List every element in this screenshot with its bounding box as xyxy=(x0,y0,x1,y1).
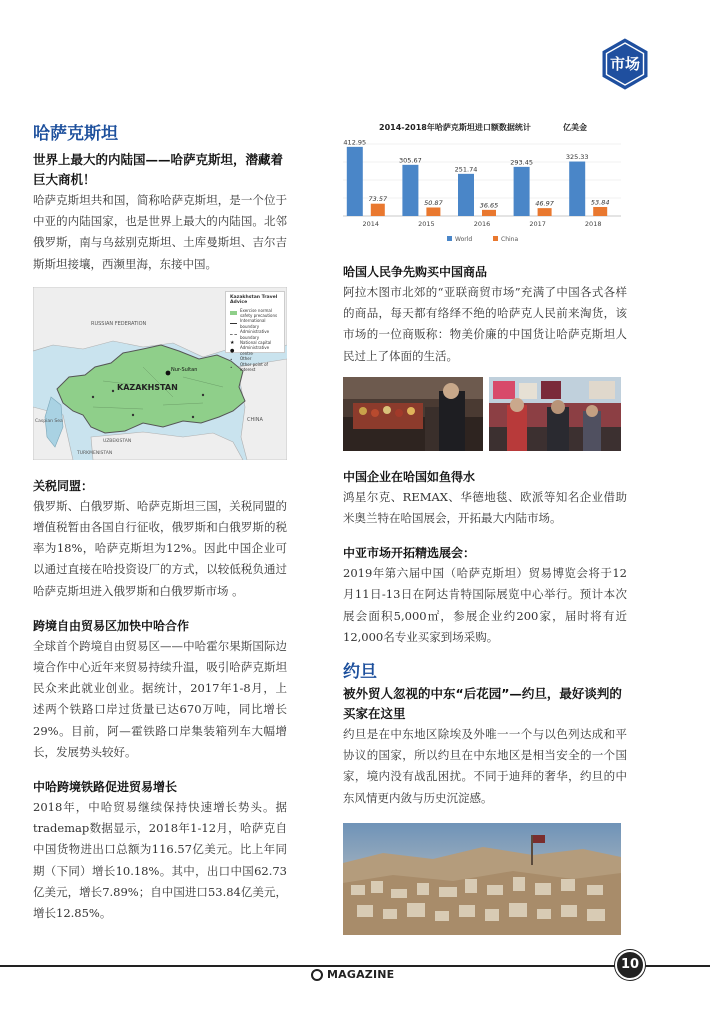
legend-swatch xyxy=(230,311,237,315)
chart-title: 2014-2018年哈萨克斯坦进口额数据统计 xyxy=(379,123,531,132)
map-legend-title: Kazakhstan Travel Advice xyxy=(230,294,278,306)
shopping-text: 阿拉木图市北郊的“亚联商贸市场”充满了中国各式各样的商品，每天都有络绎不绝的哈萨克人民前来淘货，该市场的一位商贩称：物美价廉的中国货让哈萨克斯坦人民过上了体面的生活。 xyxy=(343,285,627,363)
customs-heading: 关税同盟： xyxy=(33,478,94,493)
shopping-heading: 哈国人民争先购买中国商品 xyxy=(343,265,488,279)
kazakhstan-map xyxy=(33,287,287,460)
chart-bar-world xyxy=(347,147,363,216)
amman-photo-drawing xyxy=(343,823,621,935)
chart-tick-label: 2014 xyxy=(362,220,380,228)
map-label-caspian: Caspian Sea xyxy=(35,418,63,424)
map-label-russia: RUSSIAN FEDERATION xyxy=(91,320,147,327)
expo-heading: 中亚市场开拓精选展会： xyxy=(343,546,476,561)
chart-bar-world xyxy=(458,174,474,216)
chart-bar-china xyxy=(371,204,385,216)
left-column xyxy=(33,122,287,924)
map-legend-row xyxy=(230,329,280,340)
footer-brand xyxy=(311,968,394,981)
chart-tick-label: 2015 xyxy=(418,220,435,228)
chart-bar-china xyxy=(538,208,552,216)
legend-text: International boundary xyxy=(240,318,266,329)
dot-icon: • xyxy=(230,365,233,371)
enterprise-heading: 中国企业在哈国如鱼得水 xyxy=(343,469,476,484)
kazakhstan-subtitle: 世界上最大的内陆国——哈萨克斯坦，潜藏着巨大商机！ xyxy=(33,152,284,187)
chart-data-label: 46.97 xyxy=(535,199,554,208)
chart-data-label: 50.87 xyxy=(424,198,443,207)
expo-text: 2019年第六届中国（哈萨克斯坦）贸易博览会将于12月11日-13日在阿达肯特国际展览中心举行。预计本次展会面积5,000㎡，参展企业约200家，届时将有近12,000名专业买家到场采购。 xyxy=(343,566,627,644)
legend-text: National capital xyxy=(240,340,272,346)
page-number: 10 xyxy=(615,950,645,980)
map-label-capital: Nur-Sultan xyxy=(171,366,198,373)
kazakhstan-intro: 哈萨克斯坦共和国，简称哈萨克斯坦，是一个位于中亚的内陆国家，也是世界上最大的内陆国。北邻俄罗斯，南与乌兹别克斯坦、土库曼斯坦、吉尔吉斯斯坦接壤，西濒里海，东接中国。 xyxy=(33,193,287,271)
railway-heading: 中哈跨境铁路促进贸易增长 xyxy=(33,780,178,795)
chart-legend-label: China xyxy=(501,236,519,243)
dot-icon: • xyxy=(230,356,233,362)
market-photo-left-drawing xyxy=(343,377,483,451)
legend-text: Other point of interest xyxy=(240,361,268,373)
legend-text: Administrative centre xyxy=(240,345,270,356)
jordan-title: 约旦 xyxy=(343,662,377,683)
amman-photo xyxy=(343,823,621,935)
map-legend-row xyxy=(230,308,280,319)
legend-text: Other xyxy=(240,356,252,362)
map-label-kazakhstan: KAZAKHSTAN xyxy=(117,382,178,392)
chart-data-label: 305.67 xyxy=(399,156,422,165)
map-label-uzbekistan: UZBEKISTAN xyxy=(103,438,132,444)
chart-bar-world xyxy=(569,162,585,216)
enterprise-text: 鸿星尔克、REMAX、华德地毯、欧派等知名企业借助米奥兰特在哈国展会，开拓最大内陆市场。 xyxy=(343,489,627,526)
badge-label: 市场 xyxy=(609,55,640,73)
chart-data-label: 412.95 xyxy=(343,138,367,147)
chart-tick-label: 2018 xyxy=(584,220,602,228)
footer-line xyxy=(0,965,710,967)
market-photo-right-drawing xyxy=(489,377,621,451)
railway-text: 2018年，中哈贸易继续保持快速增长势头。据trademap数据显示，2018年1-12月，哈萨克自中国货物进出口总额为116.57亿美元。比上年同期（下同）增长10.18%。其中，出口中国62.73亿美元，增长7.89%；自中国进口53.84亿美元，增长12.85%。 xyxy=(33,800,287,921)
chart-legend-swatch xyxy=(447,236,452,241)
legend-swatch xyxy=(230,323,237,324)
chart-unit: 亿美金 xyxy=(563,123,587,132)
chart-bar-world xyxy=(514,167,530,216)
brand-logo-icon xyxy=(311,969,323,981)
map-label-china: CHINA xyxy=(247,416,263,423)
map-legend-row xyxy=(230,345,280,356)
chart-bar-china xyxy=(482,210,496,216)
market-photos xyxy=(343,377,627,451)
chart-data-label: 53.84 xyxy=(590,198,610,207)
chart-bar-china xyxy=(426,207,440,216)
map-legend xyxy=(225,291,285,373)
chart-data-label: 293.45 xyxy=(510,158,533,167)
customs-text: 俄罗斯、白俄罗斯、哈萨克斯坦三国，关税同盟的增值税暂由各国自行征收，俄罗斯和白俄罗斯的税率为18%，哈萨克斯坦为12%。因此中国企业可以通过直接在哈投资设厂的方式，以较低税负通过哈萨克斯坦进入俄罗斯和白俄罗斯市场 。 xyxy=(33,498,287,598)
chart-bar-china xyxy=(593,207,607,216)
dot-icon: ● xyxy=(230,347,235,354)
jordan-subtitle: 被外贸人忽视的中东“后花园”—约旦，最好谈判的买家在这里 xyxy=(343,686,622,722)
ftz-text: 全球首个跨境自由贸易区——中哈霍尔果斯国际边境合作中心近年来贸易持续升温，吸引哈萨克斯坦民众来此就业创业。据统计，2017年1-8月，上述两个铁路口岸过货量已达670万吨，同比增长29%。目前，阿—霍铁路口岸集装箱列车大幅增长，发展势头较好。 xyxy=(33,638,287,759)
chart-legend-swatch xyxy=(493,236,498,241)
market-photo-left xyxy=(343,377,483,451)
map-legend-row xyxy=(230,318,280,329)
jordan-text: 约旦是在中东地区除埃及外唯一一个与以色列达成和平协议的国家，所以约旦在中东地区是相当安全的一个国家，境内没有战乱困扰。不同于迪拜的奢华，约旦的中东风情更内敛与历史沉淀感。 xyxy=(343,727,627,805)
ftz-heading: 跨境自由贸易区加快中哈合作 xyxy=(33,618,190,633)
legend-swatch xyxy=(230,334,237,335)
chart-data-label: 36.65 xyxy=(479,201,499,210)
brand-text: MAGAZINE xyxy=(327,968,395,981)
section-badge xyxy=(601,38,649,90)
market-photo-right xyxy=(489,377,621,451)
legend-text: Administrative boundary xyxy=(240,329,270,340)
right-column xyxy=(343,122,627,935)
legend-text: Exercise normal safety precautions xyxy=(240,307,278,319)
chart-data-label: 73.57 xyxy=(368,195,388,204)
map-label-turkmenistan: TURKMENISTAN xyxy=(77,450,113,456)
kazakhstan-title: 哈萨克斯坦 xyxy=(33,124,118,144)
chart-tick-label: 2017 xyxy=(529,220,546,228)
chart-tick-label: 2016 xyxy=(473,220,491,228)
chart-canvas xyxy=(343,136,627,250)
map-legend-row xyxy=(230,362,280,373)
import-chart xyxy=(343,122,627,250)
chart-data-label: 325.33 xyxy=(565,153,589,162)
chart-data-label: 251.74 xyxy=(454,165,478,174)
chart-legend-label: World xyxy=(455,236,473,243)
star-icon: ★ xyxy=(230,339,235,346)
chart-bar-world xyxy=(402,165,418,216)
